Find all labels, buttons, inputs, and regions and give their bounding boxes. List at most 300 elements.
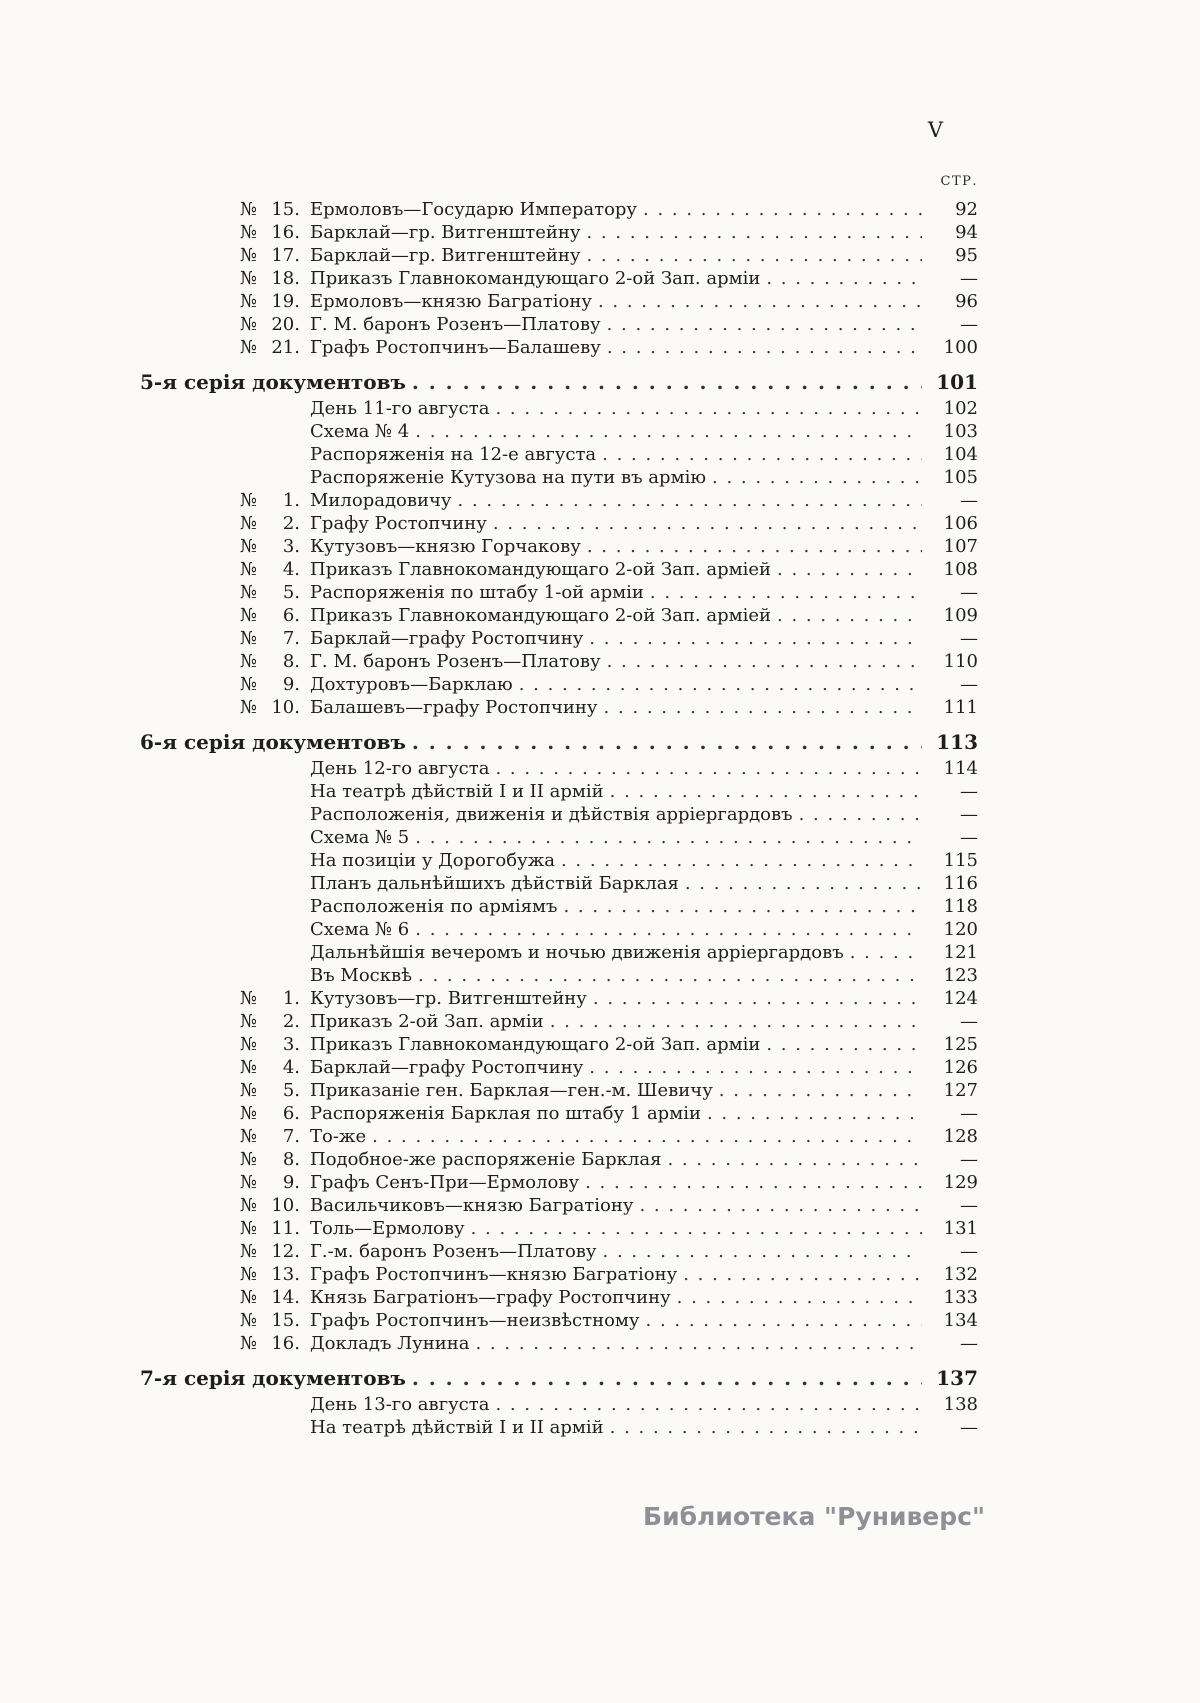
dot-leader bbox=[550, 1010, 922, 1033]
toc-row bbox=[140, 397, 978, 420]
entry-title: Графу Ростопчину bbox=[310, 513, 487, 534]
dot-leader bbox=[650, 581, 922, 604]
entry-page-number: 109 bbox=[943, 605, 978, 626]
entry-title: Графъ Ростопчинъ—Балашеву bbox=[310, 337, 601, 358]
entry-page-number: 105 bbox=[943, 467, 978, 488]
entry-number-value: 6. bbox=[282, 1103, 300, 1124]
entry-page-number: 107 bbox=[943, 536, 978, 557]
dot-leader bbox=[412, 371, 922, 394]
entry-title: Графъ Ростопчинъ—неизвѣстному bbox=[310, 1310, 640, 1331]
entry-title: Милорадовичу bbox=[310, 490, 452, 511]
entry-number bbox=[240, 987, 300, 1010]
dot-leader bbox=[495, 397, 922, 420]
entry-page-number: 96 bbox=[955, 291, 978, 312]
entry-page-number: 106 bbox=[943, 513, 978, 534]
numero-sign: № bbox=[240, 337, 258, 358]
entry-number bbox=[240, 1332, 300, 1355]
entry-title: Г.-м. баронъ Розенъ—Платову bbox=[310, 1241, 597, 1262]
dot-leader bbox=[495, 757, 922, 780]
entry-page-number: — bbox=[960, 804, 978, 825]
entry-number-value: 2. bbox=[282, 1011, 300, 1032]
section-page-number: 137 bbox=[936, 1366, 978, 1390]
entry-title: Приказъ Главнокомандующаго 2-ой Зап. арміи bbox=[310, 268, 761, 289]
numero-sign: № bbox=[240, 1333, 258, 1354]
entry-number bbox=[240, 1079, 300, 1102]
dot-leader bbox=[593, 987, 922, 1010]
dot-leader bbox=[607, 650, 922, 673]
dot-leader bbox=[586, 221, 922, 244]
dot-leader bbox=[586, 244, 922, 267]
entry-page-number: 133 bbox=[943, 1287, 978, 1308]
entry-number bbox=[240, 604, 300, 627]
entry-number bbox=[240, 650, 300, 673]
toc-row bbox=[140, 466, 978, 489]
entry-number bbox=[240, 1125, 300, 1148]
toc-row bbox=[140, 221, 978, 244]
entry-page-number: 100 bbox=[943, 337, 978, 358]
dot-leader bbox=[777, 558, 922, 581]
entry-title: То-же bbox=[310, 1126, 367, 1147]
entry-number-value: 10. bbox=[271, 1195, 300, 1216]
entry-title: Васильчиковъ—князю Багратіону bbox=[310, 1195, 634, 1216]
dot-leader bbox=[707, 1102, 922, 1125]
toc-row bbox=[140, 627, 978, 650]
entry-page-number: 125 bbox=[943, 1034, 978, 1055]
entry-title: Князь Багратіонъ—графу Ростопчину bbox=[310, 1287, 671, 1308]
entry-number bbox=[240, 1286, 300, 1309]
entry-page-number: 95 bbox=[955, 245, 978, 266]
entry-page-number: — bbox=[960, 1103, 978, 1124]
dot-leader bbox=[412, 731, 922, 754]
entry-page-number: 127 bbox=[943, 1080, 978, 1101]
toc-row bbox=[140, 1240, 978, 1263]
entry-number bbox=[240, 1056, 300, 1079]
toc-row bbox=[140, 1332, 978, 1355]
dot-leader bbox=[719, 1079, 922, 1102]
entry-page-number: — bbox=[960, 1241, 978, 1262]
entry-page-number: 114 bbox=[943, 758, 978, 779]
entry-number-value: 4. bbox=[282, 559, 300, 580]
entry-page-number: 134 bbox=[943, 1310, 978, 1331]
entry-title: День 13-го августа bbox=[310, 1394, 490, 1415]
dot-leader bbox=[712, 466, 922, 489]
table-of-contents bbox=[140, 198, 978, 1439]
entry-page-number: 108 bbox=[943, 559, 978, 580]
entry-title: Толь—Ермолову bbox=[310, 1218, 465, 1239]
dot-leader bbox=[471, 1217, 922, 1240]
entry-number-value: 5. bbox=[282, 582, 300, 603]
entry-number-value: 1. bbox=[282, 988, 300, 1009]
page-column-header: СТР. bbox=[940, 174, 978, 189]
numero-sign: № bbox=[240, 1264, 258, 1285]
entry-title: На театрѣ дѣйствій I и II армій bbox=[310, 1417, 604, 1438]
toc-row bbox=[140, 987, 978, 1010]
dot-leader bbox=[766, 267, 922, 290]
numero-sign: № bbox=[240, 513, 258, 534]
entry-number-value: 3. bbox=[282, 536, 300, 557]
numero-sign: № bbox=[240, 1195, 258, 1216]
entry-title: Схема № 4 bbox=[310, 421, 410, 442]
toc-row bbox=[140, 826, 978, 849]
entry-title: Въ Москвѣ bbox=[310, 965, 412, 986]
entry-title: На позиціи у Дорогобужа bbox=[310, 850, 555, 871]
toc-row bbox=[140, 489, 978, 512]
entry-number bbox=[240, 221, 300, 244]
toc-row bbox=[140, 1416, 978, 1439]
numero-sign: № bbox=[240, 628, 258, 649]
entry-number bbox=[240, 244, 300, 267]
dot-leader bbox=[607, 336, 922, 359]
section-heading-label: 6-я серія документовъ bbox=[140, 730, 406, 754]
entry-number bbox=[240, 1033, 300, 1056]
entry-page-number: 116 bbox=[943, 873, 978, 894]
entry-number bbox=[240, 313, 300, 336]
toc-section-heading bbox=[140, 371, 978, 394]
dot-leader bbox=[589, 1056, 922, 1079]
numero-sign: № bbox=[240, 1172, 258, 1193]
numero-sign: № bbox=[240, 490, 258, 511]
numero-sign: № bbox=[240, 1034, 258, 1055]
entry-title: Приказъ 2-ой Зап. арміи bbox=[310, 1011, 544, 1032]
runivers-watermark: Библиотека "Руниверс" bbox=[643, 1502, 985, 1531]
toc-row bbox=[140, 696, 978, 719]
entry-number bbox=[240, 267, 300, 290]
toc-row bbox=[140, 1125, 978, 1148]
toc-row bbox=[140, 1263, 978, 1286]
entry-title: Графъ Сенъ-При—Ермолову bbox=[310, 1172, 580, 1193]
entry-number-value: 7. bbox=[282, 1126, 300, 1147]
numero-sign: № bbox=[240, 1310, 258, 1331]
numero-sign: № bbox=[240, 582, 258, 603]
numero-sign: № bbox=[240, 1103, 258, 1124]
toc-row bbox=[140, 757, 978, 780]
entry-page-number: 126 bbox=[943, 1057, 978, 1078]
entry-page-number: — bbox=[960, 781, 978, 802]
numero-sign: № bbox=[240, 697, 258, 718]
entry-number bbox=[240, 512, 300, 535]
entry-page-number: — bbox=[960, 490, 978, 511]
entry-page-number: — bbox=[960, 628, 978, 649]
entry-page-number: — bbox=[960, 314, 978, 335]
entry-number-value: 15. bbox=[271, 199, 300, 220]
entry-title: Приказъ Главнокомандующаго 2-ой Зап. арміи bbox=[310, 1034, 761, 1055]
entry-number bbox=[240, 627, 300, 650]
entry-number bbox=[240, 198, 300, 221]
entry-title: Распоряженія по штабу 1-ой арміи bbox=[310, 582, 644, 603]
entry-number-value: 7. bbox=[282, 628, 300, 649]
page-number-folio: V bbox=[927, 118, 944, 142]
entry-number bbox=[240, 1194, 300, 1217]
toc-row bbox=[140, 1102, 978, 1125]
entry-number-value: 10. bbox=[271, 697, 300, 718]
entry-page-number: 102 bbox=[943, 398, 978, 419]
dot-leader bbox=[639, 1194, 922, 1217]
entry-number-value: 15. bbox=[271, 1310, 300, 1331]
numero-sign: № bbox=[240, 268, 258, 289]
entry-number bbox=[240, 696, 300, 719]
entry-number bbox=[240, 1171, 300, 1194]
entry-page-number: — bbox=[960, 1149, 978, 1170]
entry-title: Расположенія, движенія и дѣйствія арріергардовъ bbox=[310, 804, 793, 825]
entry-number-value: 2. bbox=[282, 513, 300, 534]
entry-number bbox=[240, 673, 300, 696]
dot-leader bbox=[587, 535, 922, 558]
entry-page-number: 92 bbox=[955, 199, 978, 220]
entry-number-value: 4. bbox=[282, 1057, 300, 1078]
entry-title: Схема № 6 bbox=[310, 919, 410, 940]
toc-row bbox=[140, 198, 978, 221]
entry-title: Распоряженія Барклая по штабу 1 арміи bbox=[310, 1103, 701, 1124]
entry-number-value: 16. bbox=[271, 222, 300, 243]
toc-row bbox=[140, 895, 978, 918]
entry-title: Дальнѣйшія вечеромъ и ночью движенія арріергардовъ bbox=[310, 942, 844, 963]
entry-title: Распоряженіе Кутузова на пути въ армію bbox=[310, 467, 706, 488]
toc-row bbox=[140, 1056, 978, 1079]
numero-sign: № bbox=[240, 1287, 258, 1308]
dot-leader bbox=[475, 1332, 922, 1355]
dot-leader bbox=[415, 420, 922, 443]
entry-title: Графъ Ростопчинъ—князю Багратіону bbox=[310, 1264, 678, 1285]
entry-page-number: 132 bbox=[943, 1264, 978, 1285]
dot-leader bbox=[603, 1240, 922, 1263]
toc-row bbox=[140, 650, 978, 673]
entry-number-value: 5. bbox=[282, 1080, 300, 1101]
dot-leader bbox=[799, 803, 922, 826]
entry-number-value: 9. bbox=[282, 674, 300, 695]
entry-page-number: 103 bbox=[943, 421, 978, 442]
toc-row bbox=[140, 941, 978, 964]
entry-page-number: 110 bbox=[943, 651, 978, 672]
entry-number bbox=[240, 581, 300, 604]
toc-row bbox=[140, 964, 978, 987]
toc-row bbox=[140, 512, 978, 535]
dot-leader bbox=[585, 1171, 922, 1194]
toc-row bbox=[140, 1010, 978, 1033]
dot-leader bbox=[610, 1416, 922, 1439]
numero-sign: № bbox=[240, 291, 258, 312]
entry-number bbox=[240, 489, 300, 512]
entry-title: Ермоловъ—князю Багратіону bbox=[310, 291, 592, 312]
toc-row bbox=[140, 1393, 978, 1416]
dot-leader bbox=[598, 290, 922, 313]
entry-title: Кутузовъ—князю Горчакову bbox=[310, 536, 581, 557]
toc-row bbox=[140, 443, 978, 466]
dot-leader bbox=[677, 1286, 922, 1309]
dot-leader bbox=[563, 895, 922, 918]
entry-title: День 11-го августа bbox=[310, 398, 490, 419]
dot-leader bbox=[766, 1033, 922, 1056]
entry-page-number: 118 bbox=[943, 896, 978, 917]
dot-leader bbox=[493, 512, 922, 535]
numero-sign: № bbox=[240, 245, 258, 266]
dot-leader bbox=[458, 489, 923, 512]
dot-leader bbox=[643, 198, 922, 221]
entry-title: Г. М. баронъ Розенъ—Платову bbox=[310, 651, 601, 672]
numero-sign: № bbox=[240, 1057, 258, 1078]
dot-leader bbox=[604, 696, 923, 719]
entry-title: Подобное-же распоряженіе Барклая bbox=[310, 1149, 662, 1170]
numero-sign: № bbox=[240, 222, 258, 243]
entry-number bbox=[240, 290, 300, 313]
entry-number bbox=[240, 1217, 300, 1240]
toc-row bbox=[140, 849, 978, 872]
entry-number bbox=[240, 1240, 300, 1263]
toc-row bbox=[140, 313, 978, 336]
entry-title: Ермоловъ—Государю Императору bbox=[310, 199, 638, 220]
dot-leader bbox=[667, 1148, 922, 1171]
toc-row bbox=[140, 1286, 978, 1309]
dot-leader bbox=[607, 313, 922, 336]
entry-title: Барклай—графу Ростопчину bbox=[310, 1057, 584, 1078]
toc-row bbox=[140, 1033, 978, 1056]
numero-sign: № bbox=[240, 199, 258, 220]
toc-row bbox=[140, 336, 978, 359]
numero-sign: № bbox=[240, 559, 258, 580]
toc-row bbox=[140, 1171, 978, 1194]
toc-row bbox=[140, 558, 978, 581]
entry-page-number: 124 bbox=[943, 988, 978, 1009]
numero-sign: № bbox=[240, 314, 258, 335]
entry-page-number: — bbox=[960, 1417, 978, 1438]
dot-leader bbox=[412, 1367, 922, 1390]
entry-number bbox=[240, 1263, 300, 1286]
entry-page-number: — bbox=[960, 827, 978, 848]
entry-title: Схема № 5 bbox=[310, 827, 410, 848]
entry-title: На театрѣ дѣйствій I и II армій bbox=[310, 781, 604, 802]
entry-title: Приказъ Главнокомандующаго 2-ой Зап. арміей bbox=[310, 559, 771, 580]
entry-number-value: 17. bbox=[271, 245, 300, 266]
numero-sign: № bbox=[240, 1126, 258, 1147]
toc-section-heading bbox=[140, 1367, 978, 1390]
numero-sign: № bbox=[240, 1011, 258, 1032]
numero-sign: № bbox=[240, 536, 258, 557]
entry-number-value: 20. bbox=[271, 314, 300, 335]
entry-page-number: — bbox=[960, 268, 978, 289]
numero-sign: № bbox=[240, 1149, 258, 1170]
entry-title: Барклай—гр. Витгенштейну bbox=[310, 222, 581, 243]
entry-number-value: 19. bbox=[271, 291, 300, 312]
section-page-number: 113 bbox=[936, 730, 978, 754]
toc-row bbox=[140, 918, 978, 941]
toc-row bbox=[140, 604, 978, 627]
entry-title: Докладъ Лунина bbox=[310, 1333, 470, 1354]
numero-sign: № bbox=[240, 1218, 258, 1239]
entry-number bbox=[240, 1148, 300, 1171]
dot-leader bbox=[850, 941, 922, 964]
dot-leader bbox=[602, 443, 922, 466]
numero-sign: № bbox=[240, 605, 258, 626]
toc-section-heading bbox=[140, 731, 978, 754]
entry-title: Приказаніе ген. Барклая—ген.-м. Шевичу bbox=[310, 1080, 713, 1101]
entry-number bbox=[240, 1309, 300, 1332]
entry-number-value: 18. bbox=[271, 268, 300, 289]
entry-number bbox=[240, 1102, 300, 1125]
toc-row bbox=[140, 780, 978, 803]
entry-title: День 12-го августа bbox=[310, 758, 490, 779]
dot-leader bbox=[418, 964, 922, 987]
toc-row bbox=[140, 1148, 978, 1171]
toc-row bbox=[140, 1309, 978, 1332]
entry-page-number: 129 bbox=[943, 1172, 978, 1193]
toc-row bbox=[140, 1194, 978, 1217]
dot-leader bbox=[589, 627, 922, 650]
entry-page-number: 121 bbox=[943, 942, 978, 963]
entry-page-number: 123 bbox=[943, 965, 978, 986]
entry-number bbox=[240, 1010, 300, 1033]
toc-row bbox=[140, 581, 978, 604]
dot-leader bbox=[561, 849, 922, 872]
entry-number bbox=[240, 558, 300, 581]
entry-title: Барклай—гр. Витгенштейну bbox=[310, 245, 581, 266]
entry-page-number: 104 bbox=[943, 444, 978, 465]
entry-page-number: 120 bbox=[943, 919, 978, 940]
entry-title: Приказъ Главнокомандующаго 2-ой Зап. арміей bbox=[310, 605, 771, 626]
entry-number-value: 6. bbox=[282, 605, 300, 626]
dot-leader bbox=[415, 826, 922, 849]
entry-title: Распоряженія на 12-е августа bbox=[310, 444, 597, 465]
entry-number-value: 8. bbox=[282, 1149, 300, 1170]
dot-leader bbox=[610, 780, 922, 803]
toc-row bbox=[140, 1079, 978, 1102]
dot-leader bbox=[777, 604, 922, 627]
dot-leader bbox=[372, 1125, 922, 1148]
entry-number bbox=[240, 336, 300, 359]
entry-title: Кутузовъ—гр. Витгенштейну bbox=[310, 988, 587, 1009]
entry-page-number: 94 bbox=[955, 222, 978, 243]
entry-page-number: — bbox=[960, 1333, 978, 1354]
section-heading-label: 7-я серія документовъ bbox=[140, 1366, 406, 1390]
dot-leader bbox=[685, 872, 922, 895]
dot-leader bbox=[415, 918, 922, 941]
entry-number-value: 14. bbox=[271, 1287, 300, 1308]
numero-sign: № bbox=[240, 1241, 258, 1262]
entry-number-value: 11. bbox=[271, 1218, 300, 1239]
entry-title: Г. М. баронъ Розенъ—Платову bbox=[310, 314, 601, 335]
entry-number-value: 12. bbox=[271, 1241, 300, 1262]
toc-row bbox=[140, 803, 978, 826]
toc-row bbox=[140, 244, 978, 267]
toc-row bbox=[140, 290, 978, 313]
numero-sign: № bbox=[240, 988, 258, 1009]
entry-title: Расположенія по арміямъ bbox=[310, 896, 558, 917]
toc-row bbox=[140, 1217, 978, 1240]
entry-title: Дохтуровъ—Барклаю bbox=[310, 674, 513, 695]
toc-row bbox=[140, 872, 978, 895]
entry-page-number: — bbox=[960, 1011, 978, 1032]
entry-number-value: 3. bbox=[282, 1034, 300, 1055]
entry-page-number: 128 bbox=[943, 1126, 978, 1147]
entry-page-number: 138 bbox=[943, 1394, 978, 1415]
entry-number bbox=[240, 535, 300, 558]
dot-leader bbox=[519, 673, 922, 696]
numero-sign: № bbox=[240, 651, 258, 672]
entry-number-value: 9. bbox=[282, 1172, 300, 1193]
entry-number-value: 13. bbox=[271, 1264, 300, 1285]
toc-row bbox=[140, 420, 978, 443]
toc-row bbox=[140, 267, 978, 290]
dot-leader bbox=[646, 1309, 922, 1332]
entry-title: Балашевъ—графу Ростопчину bbox=[310, 697, 598, 718]
entry-number-value: 8. bbox=[282, 651, 300, 672]
numero-sign: № bbox=[240, 674, 258, 695]
numero-sign: № bbox=[240, 1080, 258, 1101]
entry-number-value: 16. bbox=[271, 1333, 300, 1354]
toc-row bbox=[140, 535, 978, 558]
entry-page-number: — bbox=[960, 1195, 978, 1216]
entry-number-value: 21. bbox=[271, 337, 300, 358]
entry-page-number: — bbox=[960, 674, 978, 695]
entry-page-number: 131 bbox=[943, 1218, 978, 1239]
